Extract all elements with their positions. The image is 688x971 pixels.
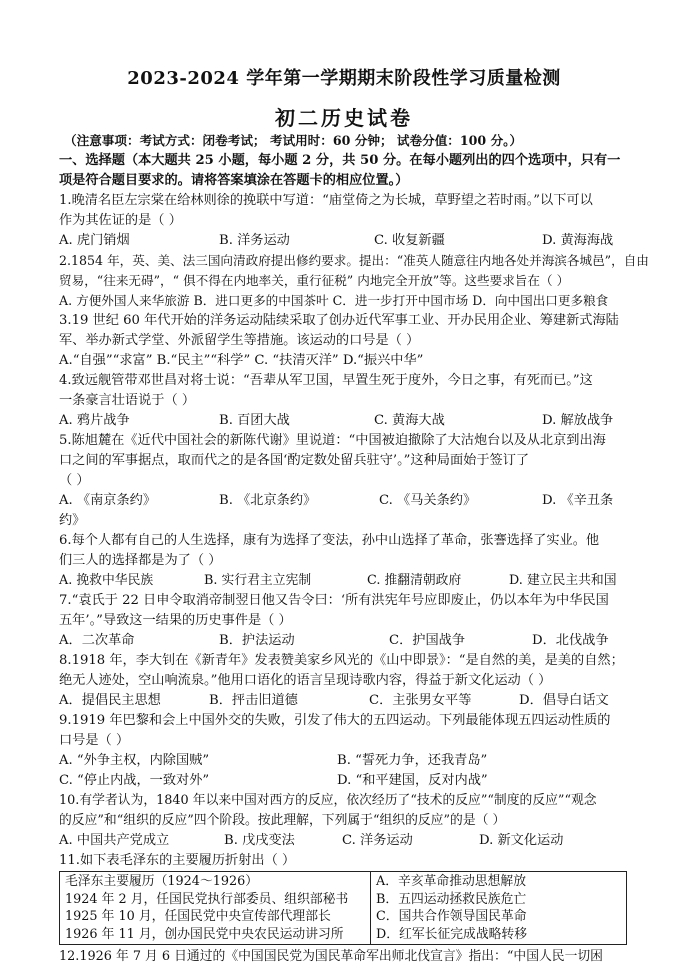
exam-title: 2023-2024 学年第一学期期末阶段性学习质量检测 [127, 68, 561, 89]
question-6-option-c: C. 推翻清朝政府 [367, 573, 462, 588]
question-5-option-d: D. 《辛丑条 [542, 493, 614, 508]
question-2-stem-line2: 贸易，“往来无碍”，“ 俱不得在内地率关，重行征税” 内地完全开放”等。这些要求旨在（ ） [59, 273, 570, 288]
question-6-stem-line1: 6.每个人都有自己的人生选择，康有为选择了变法，孙中山选择了革命，张謇选择了实业。他 [59, 533, 600, 548]
question-8-option-d: D．倡导白话文 [519, 693, 609, 708]
question-8-option-a: A．提倡民主思想 [59, 693, 161, 708]
question-3-stem-line1: 3.19 世纪 60 年代开始的洋务运动陆续采取了创办近代军事工业、开办民用企业、筹建新式海陆 [59, 313, 619, 328]
question-11-resume-cell [60, 872, 371, 945]
question-9-option-a: A. “外争主权，内除国贼” [59, 753, 210, 768]
question-4-option-a: A. 鸦片战争 [59, 413, 130, 428]
question-6-option-b: B. 实行君主立宪制 [204, 573, 312, 588]
question-10-option-b: B. 戊戌变法 [224, 833, 295, 848]
question-9-option-b: B. “誓死力争，还我青岛” [337, 753, 488, 768]
question-12-stem-line1: 12.1926 年 7 月 6 日通过的《中国国民党为国民革命军出师北伐宣言》指出：“中国人民一切困 [59, 949, 603, 964]
question-1-option-b: B. 洋务运动 [219, 233, 290, 248]
question-6-stem-line2: 们三人的选择都是为了（ ） [59, 553, 222, 568]
question-10-stem-line2: 的反应”和“组织的反应”四个阶段。按此理解，下列属于“组织的反应”的是（ ） [59, 813, 506, 828]
question-5-option-c: C. 《马关条约》 [379, 493, 477, 508]
question-9-stem-line1: 9.1919 年巴黎和会上中国外交的失败，引发了伟大的五四运动。下列最能体现五四运动性质的 [59, 713, 611, 728]
exam-subtitle: 初二历史试卷 [275, 106, 413, 130]
question-8-stem-line2: 绝无人迹处，空山响流泉。”他用口语化的语言呈现诗歌内容，得益于新文化运动（ ） [59, 673, 552, 688]
question-9-stem-line2: 口号是（ ） [59, 733, 130, 748]
question-7-option-c: C．护国战争 [389, 633, 466, 648]
question-10-option-c: C. 洋务运动 [342, 833, 413, 848]
question-10-option-d: D. 新文化运动 [479, 833, 564, 848]
question-11-table [59, 871, 627, 945]
question-2-options: A. 方便外国人来华旅游 B．进口更多的中国茶叶 C．进一步打开中国市场 D．向中国出口更多粮食 [59, 293, 609, 308]
question-5-option-d-wrap: 约》 [59, 513, 86, 528]
resume-header: 毛泽东主要履历（1924～1926） [65, 874, 259, 889]
resume-item-1926: 1926 年 11 月，创办国民党中央农民运动讲习所 [65, 926, 344, 942]
question-2-stem-line1: 2.1854 年，英、美、法三国向清政府提出修约要求。提出：“准英人随意往内地各处并海滨各城邑”，自由 [59, 253, 649, 268]
question-3-options: A.“自强”“求富” B.“民主”“科学” C. “扶清灭洋” D.“振兴中华” [59, 353, 424, 368]
question-8-option-c: C．主张男女平等 [369, 693, 472, 708]
exam-notice: （注意事项：考试方式：闭卷考试； 考试用时：60 分钟； 试卷分值：100 分。） [64, 133, 523, 148]
question-5-stem-line3: （ ） [59, 473, 90, 488]
section-heading-line2: 项是符合题目要求的。请将答案填涂在答题卡的相应位置。） [59, 173, 409, 188]
question-10-stem-line1: 10.有学者认为，1840 年以来中国对西方的反应，依次经历了“技术的反应”“制度的反应”“观念 [59, 793, 597, 808]
question-8-option-b: B．抨击旧道德 [209, 693, 298, 708]
question-1-option-a: A. 虎门销烟 [59, 233, 130, 248]
question-7-stem-line2: 五年’。”导致这一结果的历史事件是（ ） [59, 613, 292, 628]
question-3-stem-line2: 军、举办新式学堂、外派留学生等措施。该运动的口号是（ ） [59, 333, 420, 348]
question-7-option-a: A．二次革命 [59, 633, 135, 648]
question-6-option-d: D. 建立民主共和国 [509, 573, 617, 588]
question-10-option-a: A. 中国共产党成立 [59, 833, 170, 848]
question-6-option-a: A. 挽救中华民族 [59, 573, 154, 588]
question-5-stem-line2: 口之间的军事据点，取而代之的是各国‘酌定数处留兵驻守’。”这种局面始于签订了 [59, 453, 530, 468]
question-7-option-b: B．护法运动 [219, 633, 295, 648]
question-11-option-d: D．红军长征完成战略转移 [376, 926, 528, 942]
question-4-option-d: D. 解放战争 [542, 413, 614, 428]
question-7-option-d: D．北伐战争 [532, 633, 609, 648]
question-11-options-cell [371, 872, 627, 945]
section-heading-line1: 一、选择题（本大题共 25 小题，每小题 2 分，共 50 分。在每小题列出的四个选项中，只有一 [59, 153, 621, 168]
question-9-option-d: D. “和平建国，反对内战” [337, 773, 488, 788]
question-4-stem-line1: 4.致远舰管带邓世昌对将士说：“吾辈从军卫国，早置生死于度外，今日之事，有死而已。”这 [59, 373, 593, 388]
question-4-option-c: C. 黄海大战 [374, 413, 445, 428]
question-1-stem-line1: 1.晚清名臣左宗棠在给林则徐的挽联中写道：“庙堂倚之为长城，草野望之若时雨。”以下可以 [59, 193, 593, 208]
question-7-stem-line1: 7.“袁氏于 22 日申令取消帝制翌日他又告令曰：‘所有洪宪年号应即废止，仍以本年为中华民国 [59, 593, 609, 608]
question-11-stem: 11.如下表毛泽东的主要履历折射出（ ） [59, 853, 296, 868]
question-11-option-c: C．国共合作领导国民革命 [376, 909, 527, 924]
question-9-option-c: C. “停止内战，一致对外” [59, 773, 210, 788]
resume-item-1924: 1924 年 2 月，任国民党执行部委员、组织部秘书 [65, 891, 349, 907]
question-5-option-a: A. 《南京条约》 [59, 493, 157, 508]
question-11-option-b: B．五四运动拯救民族危亡 [376, 891, 527, 907]
question-1-option-c: C. 收复新疆 [374, 233, 445, 248]
question-8-stem-line1: 8.1918 年，李大钊在《新青年》发表赞美家乡风光的《山中即景》：“是自然的美，是美的自然； [59, 653, 624, 668]
question-4-stem-line2: 一条豪言壮语说于（ ） [59, 393, 196, 408]
question-5-option-b: B. 《北京条约》 [219, 493, 317, 508]
question-1-stem-line2: 作为其佐证的是（ ） [59, 213, 182, 228]
question-4-option-b: B. 百团大战 [219, 413, 290, 428]
resume-item-1925: 1925 年 10 月，任国民党中央宣传部代理部长 [65, 909, 331, 924]
question-1-option-d: D. 黄海海战 [542, 233, 614, 248]
question-5-stem-line1: 5.陈旭麓在《近代中国社会的新陈代谢》里说道：“中国被迫撤除了大沽炮台以及从北京到出海 [59, 433, 606, 448]
question-11-option-a: A．辛亥革命推动思想解放 [376, 874, 527, 889]
